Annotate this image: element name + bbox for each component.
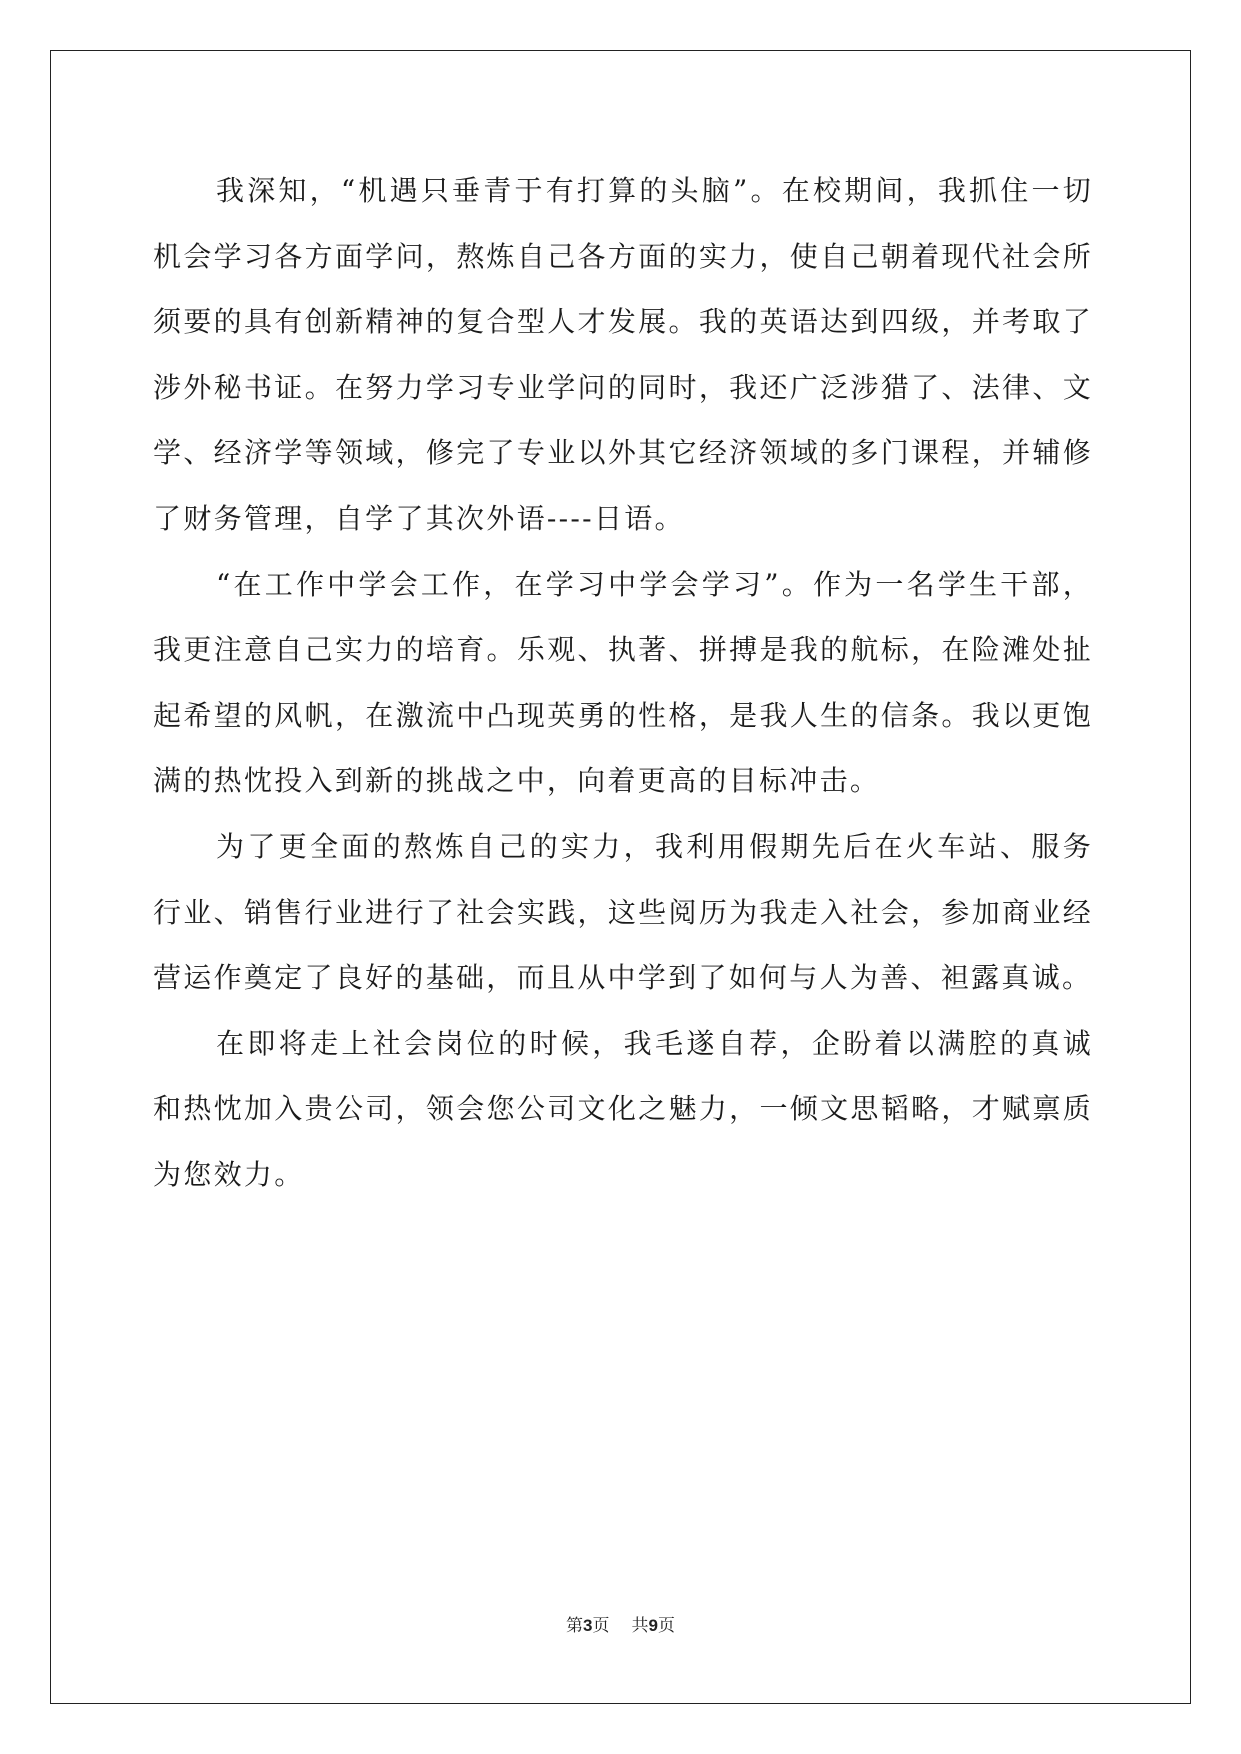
total-pages: 9 <box>648 1616 658 1635</box>
page-number: 3 <box>583 1616 593 1635</box>
page-prefix: 第 <box>566 1616 584 1636</box>
paragraph-4: 在即将走上社会岗位的时候，我毛遂自荐，企盼着以满腔的真诚和热忱加入贵公司，领会您公司文化之魅力，一倾文思韬略，才赋禀质为您效力。 <box>153 1026 1093 1191</box>
page-suffix: 页 <box>592 1616 610 1636</box>
document-body <box>153 158 1093 1208</box>
paragraph-1: 我深知，“机遇只垂青于有打算的头脑”。在校期间，我抓住一切机会学习各方面学问，熬炼自己各方面的实力，使自己朝着现代社会所须要的具有创新精神的复合型人才发展。我的英语达到四级，并考取了涉外秘书证。在努力学习专业学问的同时，我还广泛涉猎了、法律、文学、经济学等领域，修完了专业以外其它经济领域的多门课程，并辅修了财务管理，自学了其次外语----日语。 <box>153 174 1093 535</box>
paragraph-2: “在工作中学会工作，在学习中学会学习”。作为一名学生干部，我更注意自己实力的培育。乐观、执著、拼搏是我的航标，在险滩处扯起希望的风帆，在激流中凸现英勇的性格，是我人生的信条。我以更饱满的热忱投入到新的挑战之中，向着更高的目标冲击。 <box>153 567 1093 798</box>
total-prefix: 共 <box>631 1616 649 1636</box>
paragraph-3: 为了更全面的熬炼自己的实力，我利用假期先后在火车站、服务行业、销售行业进行了社会实践，这些阅历为我走入社会，参加商业经营运作奠定了良好的基础，而且从中学到了如何与人为善、袒露真诚。 <box>153 829 1093 995</box>
page-footer <box>0 1614 1241 1638</box>
total-suffix: 页 <box>657 1616 675 1636</box>
